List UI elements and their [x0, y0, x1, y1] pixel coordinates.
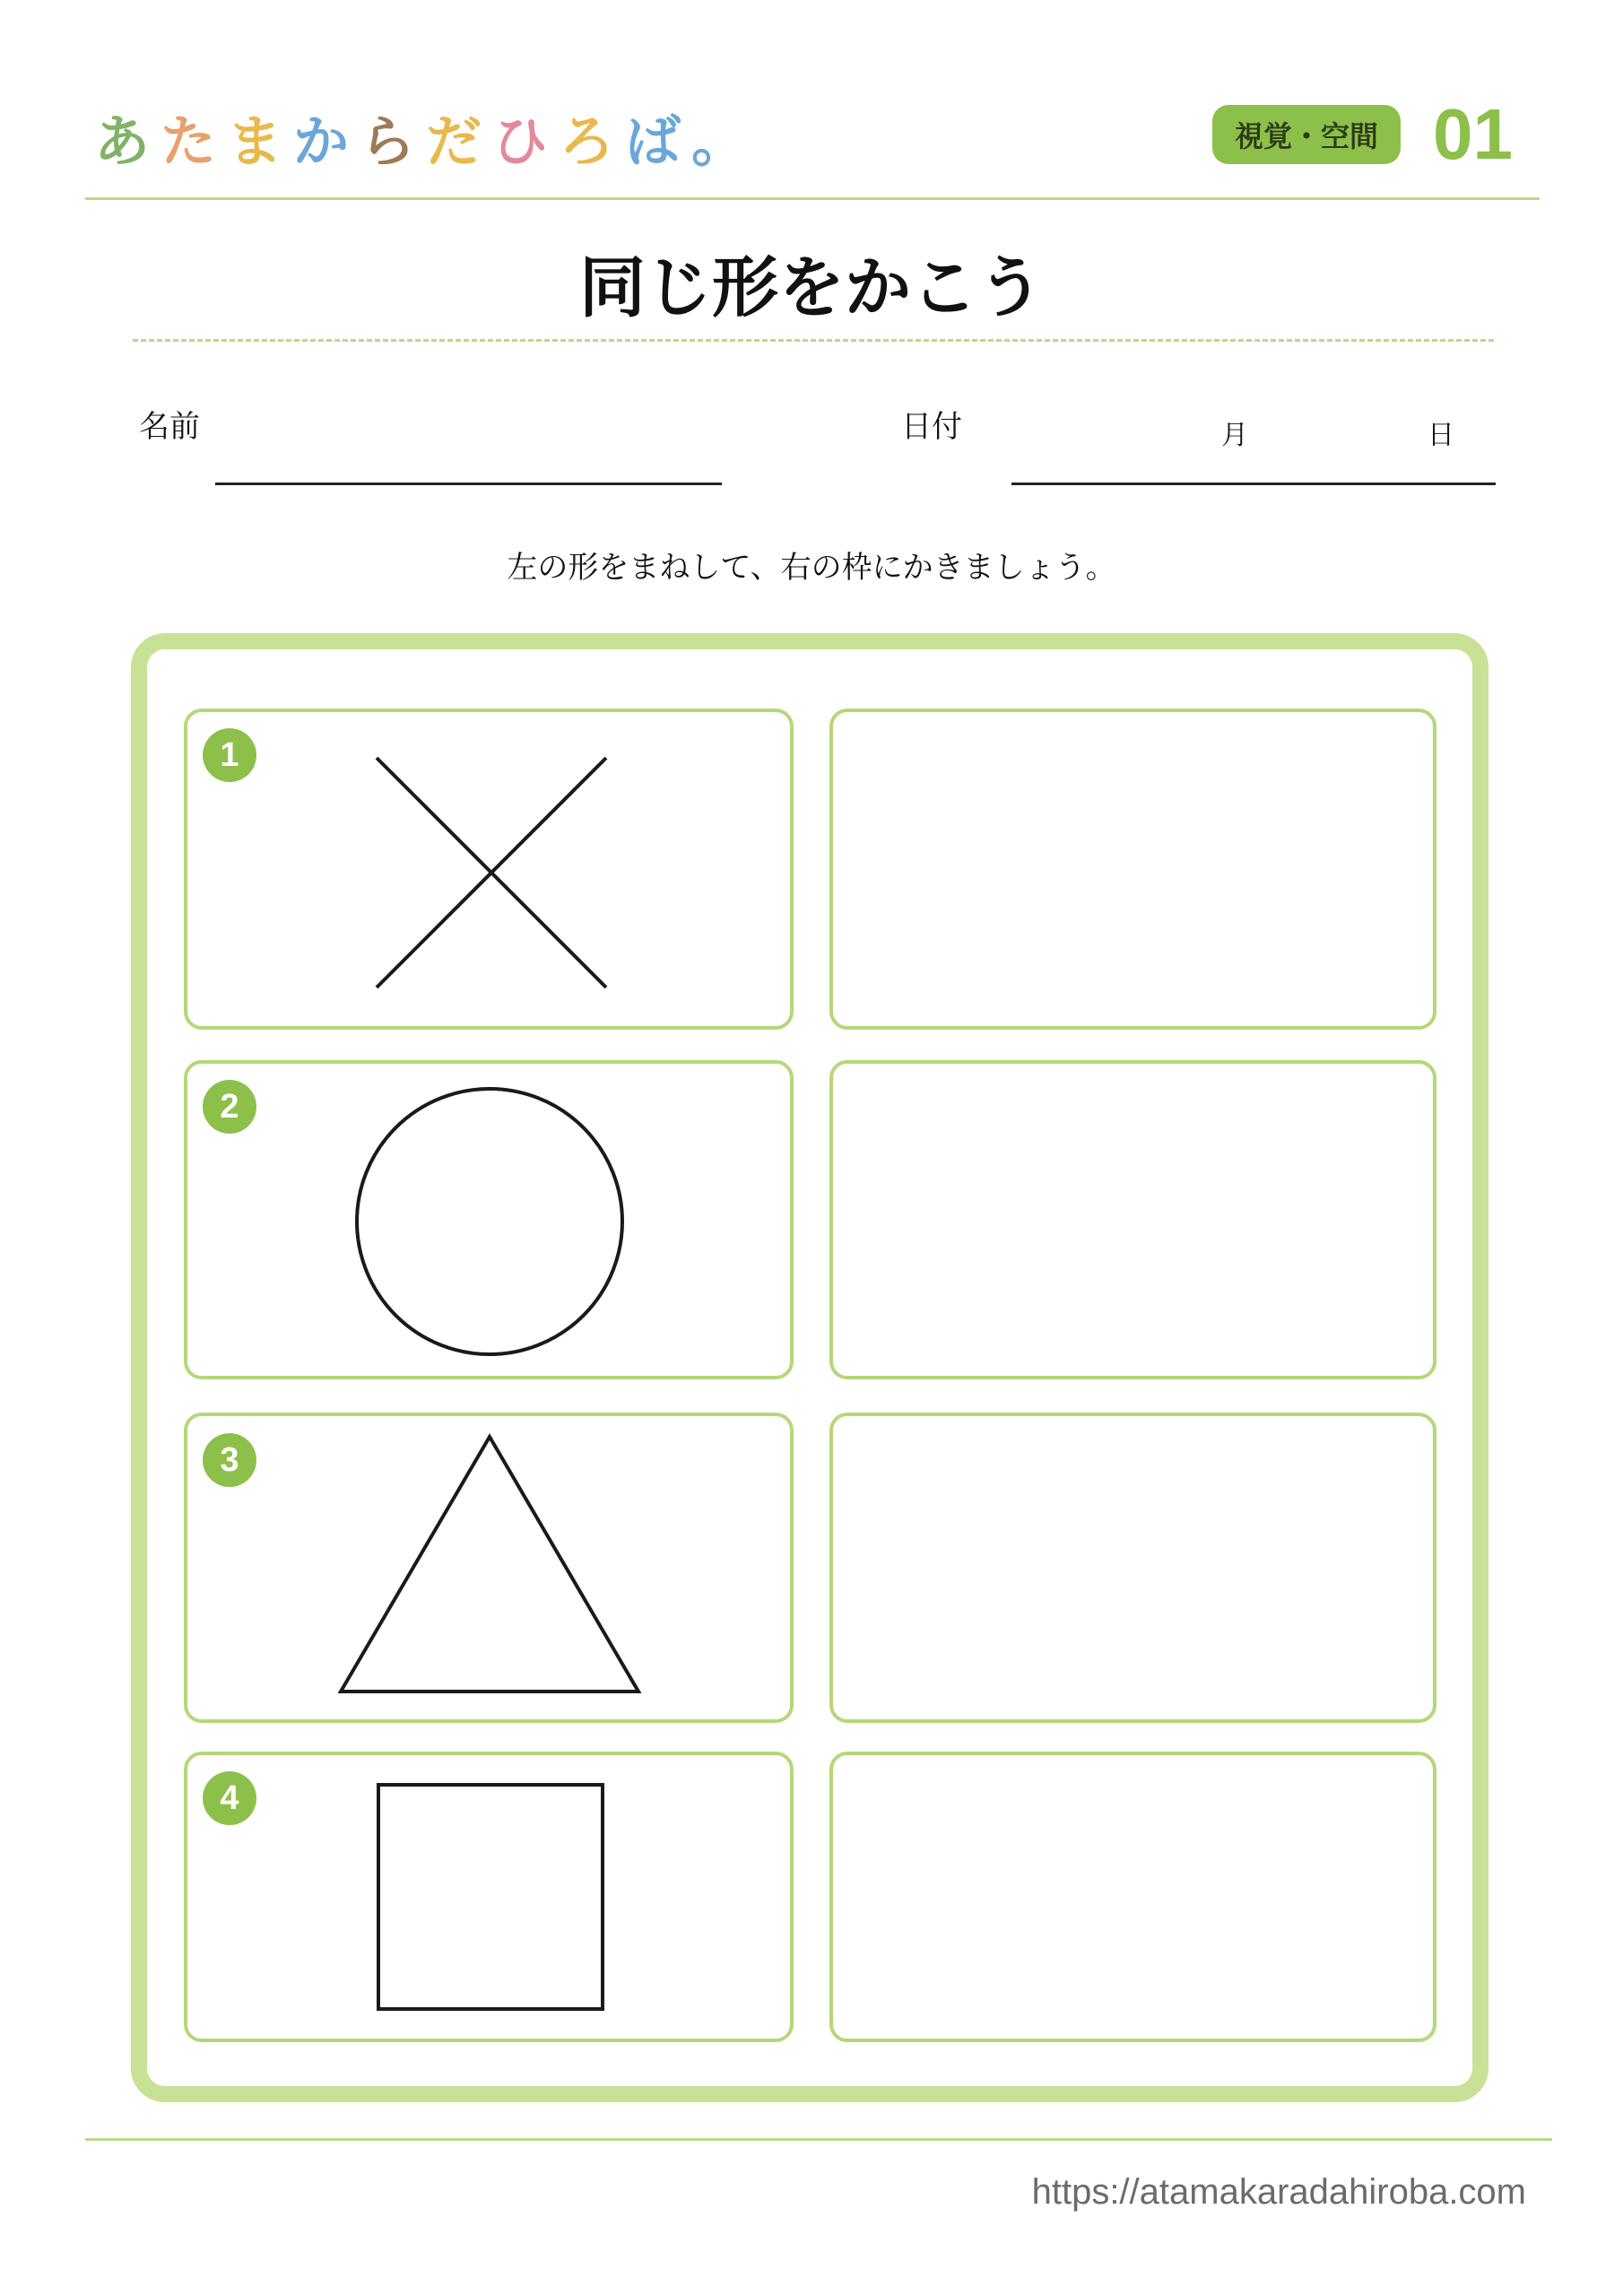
square-icon	[377, 1783, 604, 2011]
circle-icon	[355, 1087, 624, 1356]
brand-char: あ	[94, 109, 161, 174]
brand-char: ば	[625, 109, 692, 174]
day-unit: 日	[1428, 420, 1454, 451]
number-badge-4: 4	[203, 1771, 256, 1825]
month-unit: 月	[1221, 420, 1248, 451]
sheet-number: 01	[1433, 94, 1513, 174]
number-badge-3: 3	[203, 1433, 256, 1487]
triangle-icon	[339, 1435, 642, 1693]
drawing-box-2[interactable]	[829, 1060, 1436, 1379]
brand-char: ま	[227, 109, 294, 174]
category-badge: 視覚・空間	[1212, 105, 1401, 164]
drawing-box-3[interactable]	[829, 1413, 1436, 1723]
brand-char: か	[293, 109, 360, 174]
brand-char: ひ	[492, 109, 560, 174]
brand-char: だ	[426, 109, 493, 174]
footer-divider	[85, 2138, 1552, 2141]
x-cross-icon	[377, 758, 610, 991]
drawing-box-4[interactable]	[829, 1752, 1436, 2042]
instruction-text: 左の形をまねして、右の枠にかきましょう。	[507, 550, 1116, 586]
drawing-box-1[interactable]	[829, 709, 1436, 1030]
name-field[interactable]	[215, 483, 722, 485]
brand-char: 。	[691, 109, 759, 174]
brand-char: ろ	[559, 109, 626, 174]
date-label: 日付	[901, 409, 962, 445]
date-field[interactable]	[1011, 483, 1496, 485]
brand-char: た	[161, 109, 228, 174]
title-divider	[133, 339, 1494, 342]
number-badge-1: 1	[203, 728, 256, 782]
number-badge-2: 2	[203, 1080, 256, 1134]
page-title: 同じ形をかこう	[579, 249, 1044, 326]
brand-logo	[94, 97, 758, 177]
name-label: 名前	[139, 409, 200, 445]
brand-char: ら	[360, 109, 427, 174]
header-divider	[85, 197, 1540, 200]
footer-url-link[interactable]: https://atamakaradahiroba.com	[1031, 2172, 1526, 2212]
